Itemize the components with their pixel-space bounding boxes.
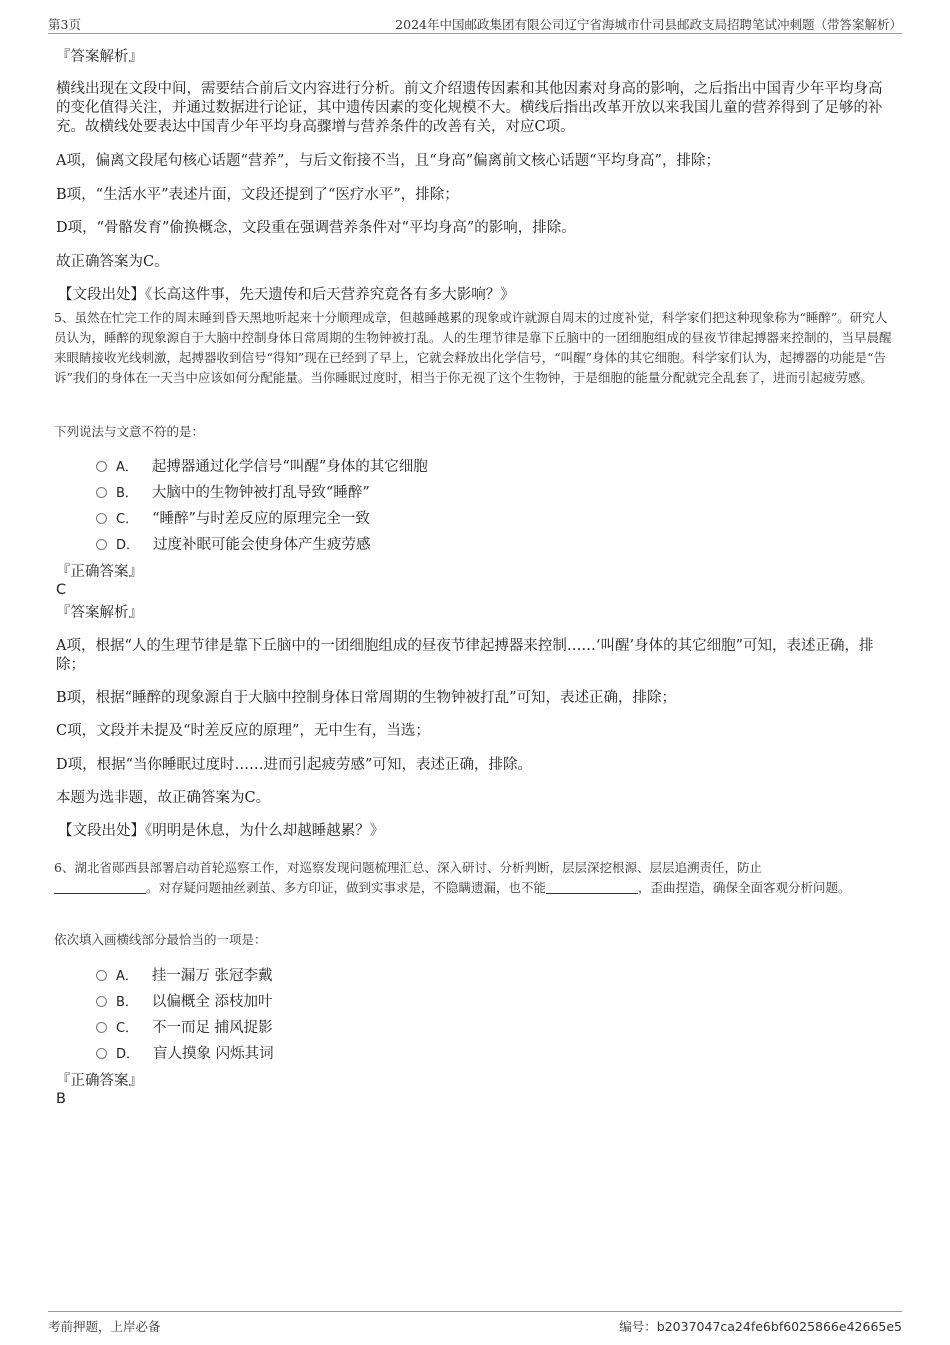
q5-answer: C (56, 582, 67, 598)
radio-icon[interactable] (96, 996, 107, 1007)
q5-answer-heading: 『正确答案』 (56, 564, 143, 580)
q4-source: 【文段出处】《长高这件事，先天遗传和后天营养究竟各有多大影响？》 (58, 287, 515, 303)
q5-question: 下列说法与文意不符的是： (54, 424, 205, 439)
fill-blank-2 (546, 881, 638, 894)
q5-item-d: D项，根据“当你睡眠过度时……进而引起疲劳感”可知，表述正确，排除。 (56, 757, 532, 773)
q6-option-b[interactable]: B． 以偏概全 添枝加叶 (96, 993, 273, 1012)
q5-item-c: C项，文段并未提及“时差反应的原理”，无中生有，当选； (56, 723, 430, 739)
q5-conclusion: 本题为选非题，故正确答案为C。 (56, 790, 271, 806)
radio-icon[interactable] (96, 539, 107, 550)
page-number: 第3页 (48, 17, 81, 32)
q5-option-b[interactable]: B． 大脑中的生物钟被打乱导致“睡醉” (96, 484, 370, 503)
document-code: 编号：b2037047ca24fe6bf6025866e42665e5 (619, 1319, 902, 1334)
q4-item-b: B项，“生活水平”表述片面，文段还提到了“医疗水平”，排除； (56, 187, 459, 203)
q4-item-d: D项，“骨骼发育”偷换概念，文段重在强调营养条件对“平均身高”的影响，排除。 (56, 220, 576, 236)
q6-option-a[interactable]: A． 挂一漏万 张冠李戴 (96, 967, 273, 986)
q6-question: 依次填入画横线部分最恰当的一项是： (54, 932, 267, 947)
q5-item-b: B项，根据“睡醉的现象源自于大脑中控制身体日常周期的生物钟被打乱”可知，表述正确，排除； (56, 690, 676, 706)
fill-blank-1 (54, 881, 146, 894)
q5-option-a[interactable]: A． 起搏器通过化学信号“叫醒”身体的其它细胞 (96, 458, 428, 477)
radio-icon[interactable] (96, 1048, 107, 1059)
q4-analysis-heading: 『答案解析』 (56, 49, 143, 65)
page-footer (48, 1311, 902, 1336)
q6-option-c[interactable]: C． 不一而足 捕风捉影 (96, 1019, 273, 1038)
q5-source: 【文段出处】《明明是休息，为什么却越睡越累？》 (58, 823, 385, 839)
q4-conclusion: 故正确答案为C。 (56, 254, 169, 270)
q5-passage: 5、虽然在忙完工作的周末睡到昏天黑地听起来十分顺理成章，但越睡越累的现象或许就源自周末的过度补觉，科学家们把这种现象称为“睡醉”。研究人员认为，睡醉的现象源自于大脑中控制身体日常周期的生物钟被打乱。人的生理节律是靠下丘脑中的一团细胞组成的昼夜节律起搏器来控制的，当早晨醒来眼睛接收光线刺激，起搏器收到信号“得知”现在已经到了早上，它就会释放出化学信号，“叫醒”身体的其它细胞。科学家们认为，起搏器的功能是“告诉”我们的身体在一天当中应该如何分配能量。当你睡眠过度时，相当于你无视了这个生物钟，于是细胞的能量分配就完全乱套了，进而引起疲劳感。 (54, 310, 892, 385)
q5-analysis-heading: 『答案解析』 (56, 605, 143, 621)
q4-analysis-intro: 横线出现在文段中间，需要结合前后文内容进行分析。前文介绍遗传因素和其他因素对身高的影响，之后指出中国青少年平均身高的变化值得关注，并通过数据进行论证，其中遗传因素的变化规模不大。横线后指出改革开放以来我国儿童的营养得到了足够的补充。故横线处要表达中国青少年平均身高骤增与营养条件的改善有关，对应C项。 (56, 81, 883, 135)
q5-option-d[interactable]: D． 过度补眠可能会使身体产生疲劳感 (96, 536, 371, 555)
q5-option-c[interactable]: C． “睡醉”与时差反应的原理完全一致 (96, 510, 370, 529)
radio-icon[interactable] (96, 513, 107, 524)
q6-option-d[interactable]: D． 盲人摸象 闪烁其词 (96, 1045, 274, 1064)
q6-passage: 6、湖北省郧西县部署启动首轮巡察工作，对巡察发现问题梳理汇总、深入研讨、分析判断，层层深挖根源、层层追溯责任，防止 。对存疑问题抽丝剥茧、多方印证，做到实事求是，不隐瞒遗漏，也不能 ，歪曲捏造，确保全面客观分析问题。 (54, 860, 851, 895)
radio-icon[interactable] (96, 461, 107, 472)
radio-icon[interactable] (96, 970, 107, 981)
q6-answer-heading: 『正确答案』 (56, 1073, 143, 1089)
radio-icon[interactable] (96, 1022, 107, 1033)
page-header (48, 13, 902, 34)
q5-item-a: A项，根据“人的生理节律是靠下丘脑中的一团细胞组成的昼夜节律起搏器来控制……‘叫醒’身体的其它细胞”可知，表述正确，排除； (56, 638, 874, 673)
q6-answer: B (56, 1091, 66, 1107)
radio-icon[interactable] (96, 487, 107, 498)
footer-slogan: 考前押题，上岸必备 (48, 1319, 161, 1334)
q4-item-a: A项，偏离文段尾句核心话题“营养”，与后文衔接不当，且“身高”偏离前文核心话题“平均身高”，排除； (56, 153, 720, 169)
document-title: 2024年中国邮政集团有限公司辽宁省海城市什司县邮政支局招聘笔试冲刺题（带答案解析） (395, 17, 902, 32)
